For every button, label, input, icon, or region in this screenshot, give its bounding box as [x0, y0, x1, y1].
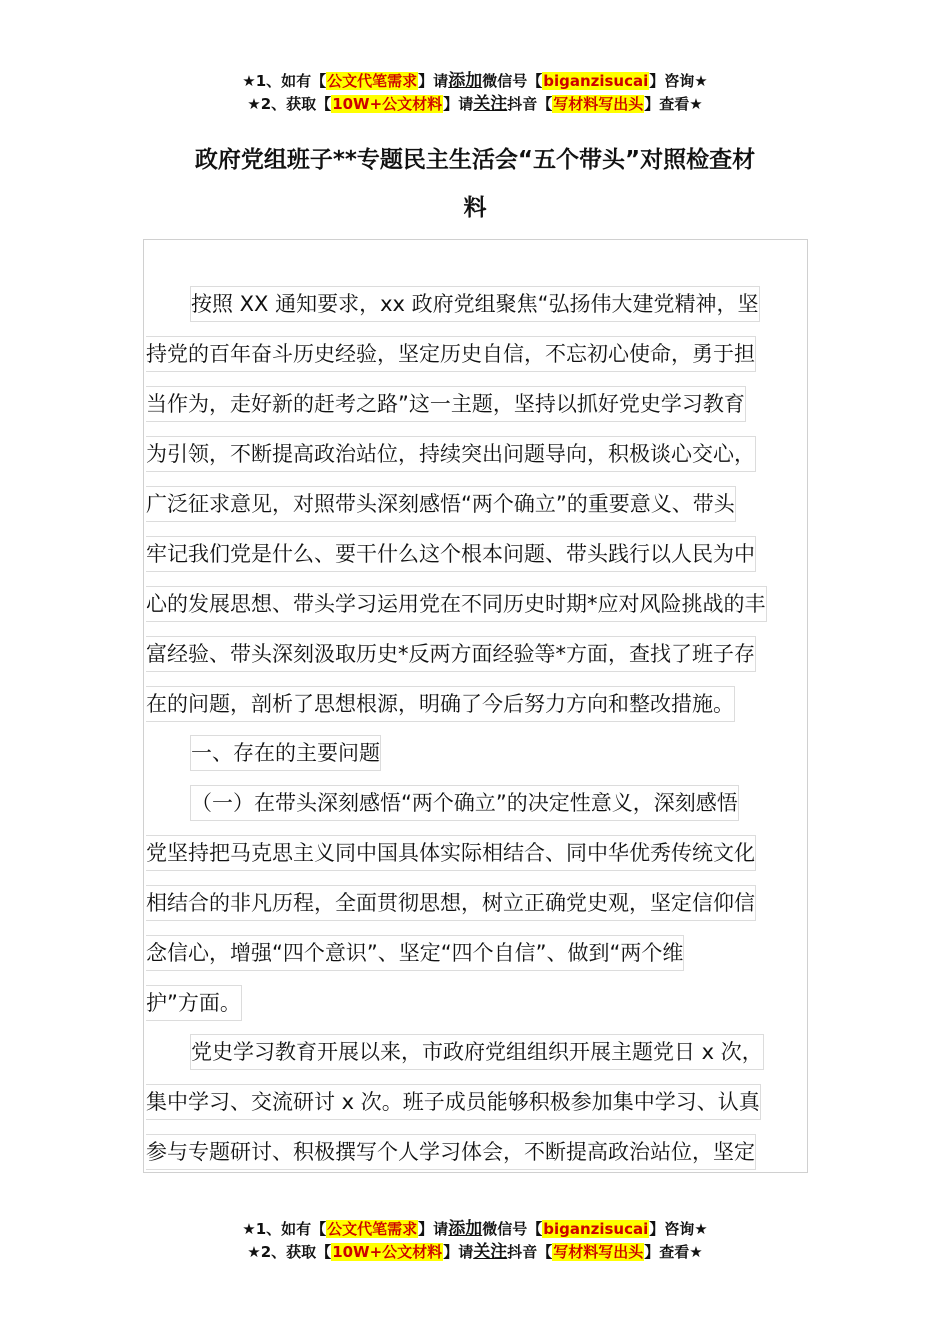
body-line: 集中学习、交流研讨 x 次。班子成员能够积极参加集中学习、认真 [146, 1084, 761, 1120]
promo-text: ★2、获取【 [247, 1243, 332, 1261]
promo-text: 】咨询★ [649, 1220, 708, 1238]
body-line: 为引领，不断提高政治站位，持续突出问题导向，积极谈心交心， [146, 436, 756, 472]
document-body [143, 239, 808, 1173]
promo-text: ★1、如有【 [242, 72, 327, 90]
promo-banner-bottom [0, 1218, 950, 1264]
promo-text: 】咨询★ [649, 72, 708, 90]
section-heading: 一、存在的主要问题 [190, 735, 381, 771]
promo-line-2 [0, 1241, 950, 1264]
promo-wechat-id: biganzisucai [543, 1220, 649, 1238]
promo-highlight: 10W+公文材料 [332, 95, 443, 113]
promo-text: ★1、如有【 [242, 1220, 327, 1238]
promo-text: 】查看★ [644, 1243, 703, 1261]
body-line: 牢记我们党是什么、要干什么这个根本问题、带头践行以人民为中 [146, 536, 756, 572]
body-line: 按照 XX 通知要求，xx 政府党组聚焦“弘扬伟大建党精神，坚 [190, 286, 760, 322]
body-line: 党坚持把马克思主义同中国具体实际相结合、同中华优秀传统文化 [146, 835, 756, 871]
title-line-2: 料 [463, 195, 487, 221]
body-line: 在的问题，剖析了思想根源，明确了今后努力方向和整改措施。 [146, 686, 735, 722]
body-line: 富经验、带头深刻汲取历史*反两方面经验等*方面，查找了班子存 [146, 636, 756, 672]
promo-emphasis: 添加 [448, 1219, 483, 1239]
body-line: 党史学习教育开展以来，市政府党组组织开展主题党日 x 次， [190, 1034, 764, 1070]
body-line: 广泛征求意见，对照带头深刻感悟“两个确立”的重要意义、带头 [146, 486, 736, 522]
promo-text: 抖音【 [507, 1243, 553, 1261]
promo-douyin-id: 写材料写出头 [553, 95, 644, 113]
promo-text: 微信号【 [482, 72, 543, 90]
promo-wechat-id: biganzisucai [543, 72, 649, 90]
promo-highlight: 公文代笔需求 [327, 1220, 418, 1238]
body-line: 护”方面。 [146, 985, 242, 1021]
promo-highlight: 10W+公文材料 [332, 1243, 443, 1261]
promo-text: 】请 [443, 95, 474, 113]
promo-emphasis: 关注 [473, 94, 508, 114]
promo-text: 】请 [443, 1243, 474, 1261]
promo-text: 】请 [418, 72, 449, 90]
promo-banner-top [0, 70, 950, 116]
promo-emphasis: 关注 [473, 1242, 508, 1262]
document-title [140, 136, 810, 232]
body-line: （一）在带头深刻感悟“两个确立”的决定性意义，深刻感悟 [190, 785, 739, 821]
body-line: 参与专题研讨、积极撰写个人学习体会，不断提高政治站位，坚定 [146, 1134, 756, 1170]
body-line: 念信心，增强“四个意识”、坚定“四个自信”、做到“两个维 [146, 935, 684, 971]
promo-douyin-id: 写材料写出头 [553, 1243, 644, 1261]
promo-highlight: 公文代笔需求 [327, 72, 418, 90]
promo-text: 】请 [418, 1220, 449, 1238]
promo-text: 】查看★ [644, 95, 703, 113]
promo-line-2 [0, 93, 950, 116]
promo-text: 微信号【 [482, 1220, 543, 1238]
promo-line-1 [0, 70, 950, 93]
title-line-1: 政府党组班子**专题民主生活会“五个带头”对照检查材 [194, 147, 756, 173]
promo-text: 抖音【 [507, 95, 553, 113]
promo-text: ★2、获取【 [247, 95, 332, 113]
body-line: 相结合的非凡历程，全面贯彻思想，树立正确党史观，坚定信仰信 [146, 885, 756, 921]
promo-line-1 [0, 1218, 950, 1241]
body-line: 持党的百年奋斗历史经验，坚定历史自信，不忘初心使命，勇于担 [146, 336, 756, 372]
body-line: 心的发展思想、带头学习运用党在不同历史时期*应对风险挑战的丰 [146, 586, 767, 622]
promo-emphasis: 添加 [448, 71, 483, 91]
body-line: 当作为，走好新的赶考之路”这一主题，坚持以抓好党史学习教育 [146, 386, 746, 422]
